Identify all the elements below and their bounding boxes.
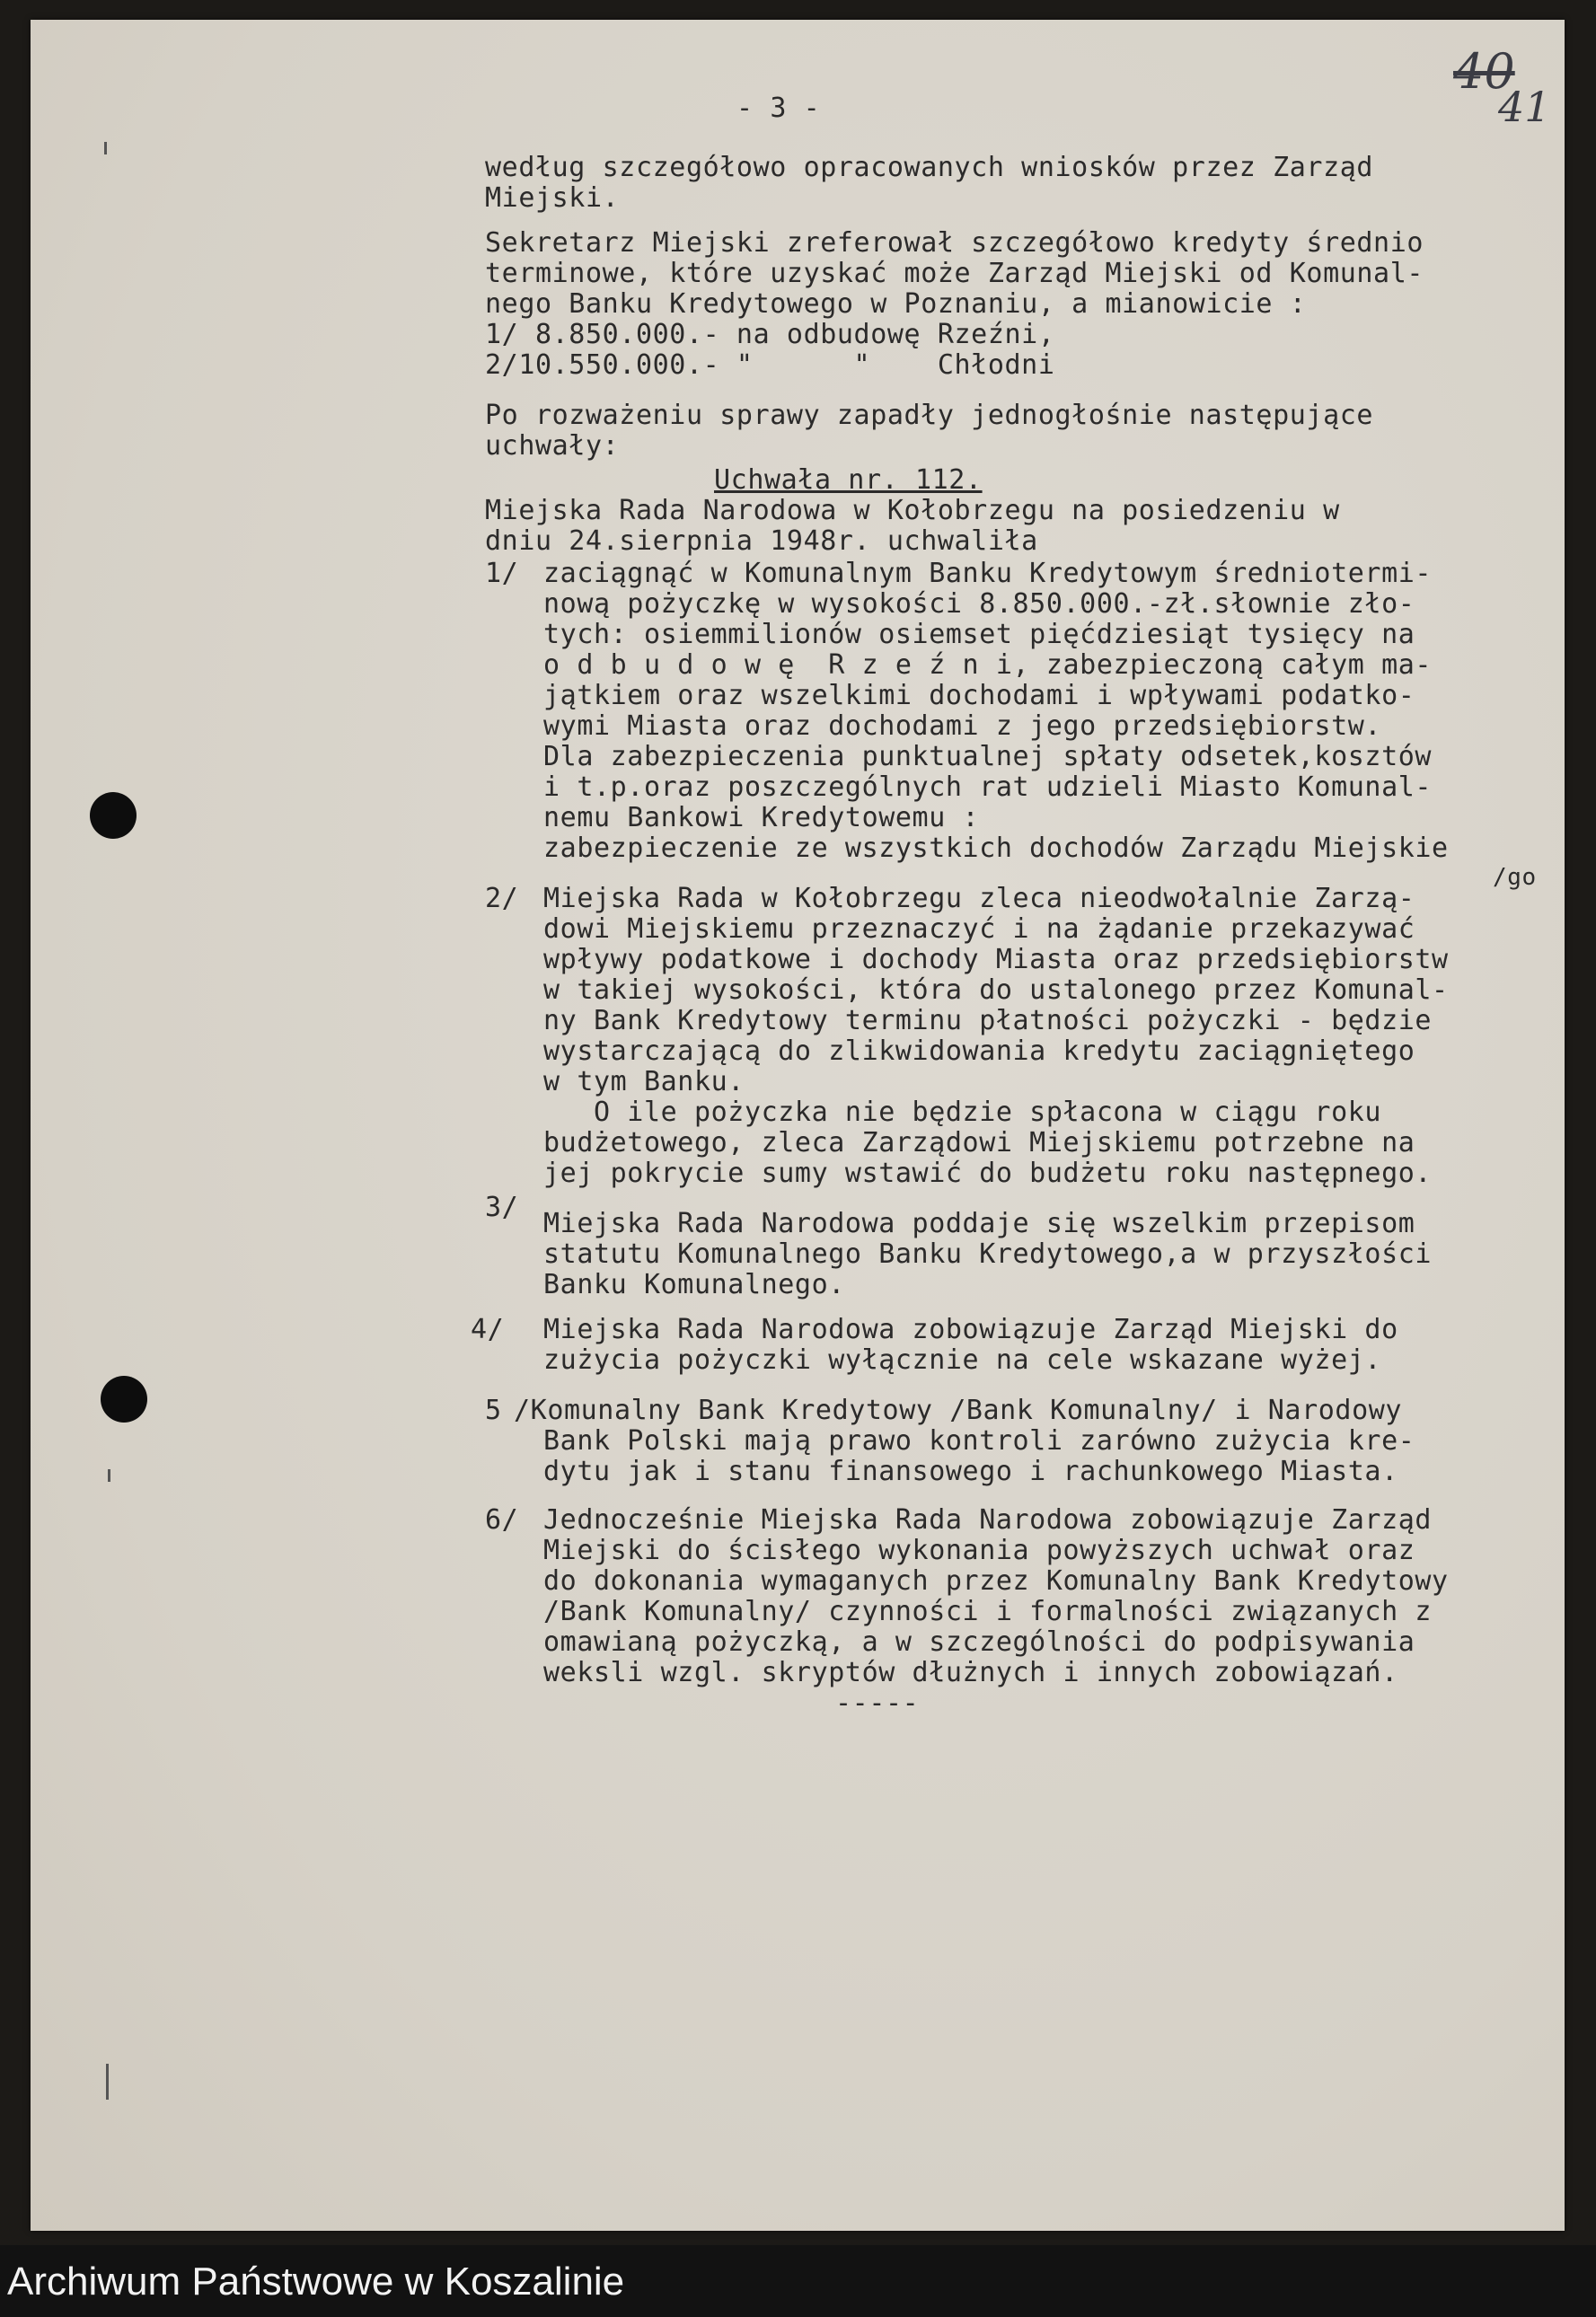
handwritten-page-number-corrected: 41 xyxy=(1498,83,1551,131)
resolution-preamble: dniu 24.sierpnia 1948r. uchwaliła xyxy=(485,525,1038,557)
item-line: Miejska Rada Narodowa zobowiązuje Zarząd Miejski do xyxy=(543,1314,1398,1345)
item-number: 3/ xyxy=(485,1192,519,1223)
end-mark: ----- xyxy=(835,1687,920,1719)
resolution-preamble: Miejska Rada Narodowa w Kołobrzegu na posiedzeniu w xyxy=(485,495,1340,526)
punch-hole-top xyxy=(90,792,137,839)
item-line: tych: osiemmilionów osiemset pięćdziesiąt tysięcy na xyxy=(543,619,1415,650)
item-line: Banku Komunalnego. xyxy=(543,1269,845,1300)
intro-line: Miejski. xyxy=(485,182,620,214)
margin-mark xyxy=(108,1469,110,1482)
item-line: /Komunalny Bank Kredytowy /Bank Komunalny/ i Narodowy xyxy=(514,1395,1403,1426)
item-line: /Bank Komunalny/ czynności i formalności związanych z xyxy=(543,1596,1433,1627)
margin-mark xyxy=(104,142,107,154)
item-line: dowi Miejskiemu przeznaczyć i na żądanie przekazywać xyxy=(543,913,1415,945)
item-number: 6/ xyxy=(485,1504,519,1536)
item-line: w tym Banku. xyxy=(543,1066,745,1097)
item-line: i t.p.oraz poszczególnych rat udzieli Miasto Komunal- xyxy=(543,771,1433,803)
item-line: Jednocześnie Miejska Rada Narodowa zobowiązuje Zarząd xyxy=(543,1504,1433,1536)
item-number: 4/ xyxy=(471,1314,505,1345)
item-line: dytu jak i stanu finansowego i rachunkowego Miasta. xyxy=(543,1456,1398,1487)
item-line: jej pokrycie sumy wstawić do budżetu roku następnego. xyxy=(543,1158,1433,1189)
item-line: O ile pożyczka nie będzie spłacona w ciągu roku xyxy=(543,1097,1382,1128)
item-line: statutu Komunalnego Banku Kredytowego,a w przyszłości xyxy=(543,1238,1433,1270)
secretary-line: Sekretarz Miejski zreferował szczegółowo kredyty średnio xyxy=(485,227,1424,259)
secretary-line: 1/ 8.850.000.- na odbudowę Rzeźni, xyxy=(485,319,1055,350)
item-line: budżetowego, zleca Zarządowi Miejskiemu potrzebne na xyxy=(543,1127,1415,1158)
intro-line: według szczegółowo opracowanych wniosków przez Zarząd xyxy=(485,152,1374,183)
item-line: nemu Bankowi Kredytowemu : xyxy=(543,802,980,833)
secretary-line: terminowe, które uzyskać może Zarząd Miejski od Komunal- xyxy=(485,258,1424,289)
item-line: w takiej wysokości, która do ustalonego przez Komunal- xyxy=(543,974,1449,1006)
item-number: 2/ xyxy=(485,883,519,914)
item-line: zaciągnąć w Komunalnym Banku Kredytowym średniotermi- xyxy=(543,558,1433,589)
item-line: Dla zabezpieczenia punktualnej spłaty odsetek,kosztów xyxy=(543,741,1433,772)
item-line: zużycia pożyczki wyłącznie na cele wskazane wyżej. xyxy=(543,1344,1382,1376)
item-line: Miejska Rada Narodowa poddaje się wszelkim przepisom xyxy=(543,1208,1415,1239)
item-line: Miejski do ścisłego wykonania powyższych uchwał oraz xyxy=(543,1535,1415,1566)
item-number: 1/ xyxy=(485,558,519,589)
handwritten-page-number: 40 xyxy=(1453,43,1515,100)
consideration-line: uchwały: xyxy=(485,430,620,462)
item-line: Bank Polski mają prawo kontroli zarówno zużycia kre- xyxy=(543,1425,1415,1457)
item-line: wystarczającą do zlikwidowania kredytu zaciągniętego xyxy=(543,1035,1415,1067)
item-line: ny Bank Kredytowy terminu płatności pożyczki - będzie xyxy=(543,1005,1433,1036)
page-number: - 3 - xyxy=(736,93,821,124)
item-line: nową pożyczkę w wysokości 8.850.000.-zł.słownie zło- xyxy=(543,588,1415,620)
archive-footer xyxy=(0,2245,1596,2317)
margin-mark xyxy=(106,2064,109,2100)
punch-hole-bottom xyxy=(101,1376,147,1423)
secretary-line: nego Banku Kredytowego w Poznaniu, a mianowicie : xyxy=(485,288,1307,320)
item-number: 5 xyxy=(485,1395,502,1426)
item-line: wymi Miasta oraz dochodami z jego przedsiębiorstw. xyxy=(543,710,1382,742)
item-line: Miejska Rada w Kołobrzegu zleca nieodwołalnie Zarzą- xyxy=(543,883,1415,914)
secretary-line: 2/10.550.000.- " " Chłodni xyxy=(485,349,1055,381)
item-line: omawianą pożyczką, a w szczególności do podpisywania xyxy=(543,1626,1415,1658)
resolution-title: Uchwała nr. 112. xyxy=(714,464,983,496)
item-line: wpływy podatkowe i dochody Miasta oraz przedsiębiorstw xyxy=(543,944,1449,975)
item-note: /go xyxy=(1493,864,1537,891)
item-line: o d b u d o w ę R z e ź n i, zabezpieczoną całym ma- xyxy=(543,649,1433,681)
item-line: jątkiem oraz wszelkimi dochodami i wpływami podatko- xyxy=(543,680,1415,711)
item-line: do dokonania wymaganych przez Komunalny Bank Kredytowy xyxy=(543,1565,1449,1597)
item-line: zabezpieczenie ze wszystkich dochodów Zarządu Miejskie xyxy=(543,833,1449,864)
consideration-line: Po rozważeniu sprawy zapadły jednogłośnie następujące xyxy=(485,400,1374,431)
archive-name: Archiwum Państwowe w Koszalinie xyxy=(7,2260,625,2304)
item-line: weksli wzgl. skryptów dłużnych i innych zobowiązań. xyxy=(543,1657,1398,1688)
